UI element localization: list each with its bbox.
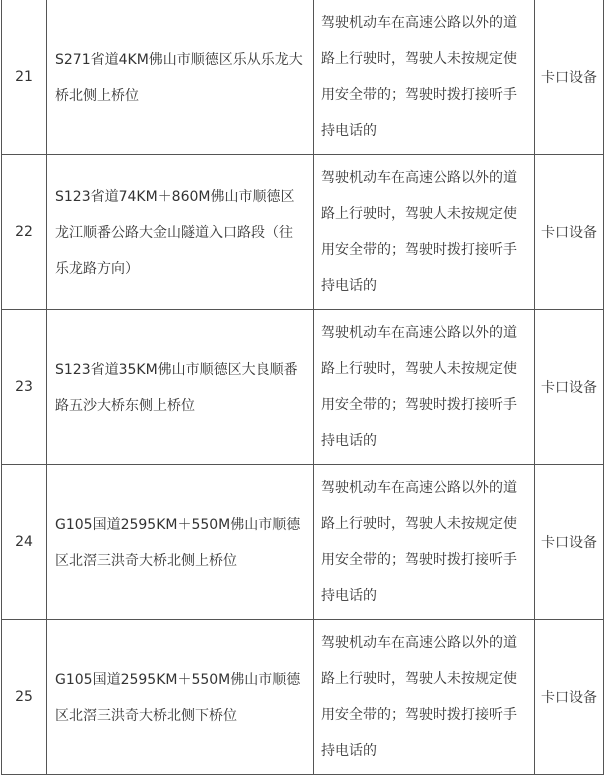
row-index: 25 [2, 620, 47, 775]
location-text: G105国道2595KM＋550M佛山市顺德区北滘三洪奇大桥北侧下桥位 [55, 672, 301, 724]
location-cell [47, 310, 314, 465]
row-index: 24 [2, 465, 47, 620]
device-type: 卡口设备 [535, 0, 604, 155]
row-index: 23 [2, 310, 47, 465]
row-index: 22 [2, 155, 47, 310]
violation-text: 驾驶机动车在高速公路以外的道路上行驶时，驾驶人未按规定使用安全带的；驾驶时拨打接听手持电话的 [321, 635, 517, 759]
violation-cell [314, 0, 535, 155]
location-text: S271省道4KM佛山市顺德区乐从乐龙大桥北侧上桥位 [55, 52, 303, 104]
violation-text: 驾驶机动车在高速公路以外的道路上行驶时，驾驶人未按规定使用安全带的；驾驶时拨打接听手持电话的 [321, 15, 517, 139]
violation-cell [314, 620, 535, 775]
table-row [2, 0, 604, 155]
violation-text: 驾驶机动车在高速公路以外的道路上行驶时，驾驶人未按规定使用安全带的；驾驶时拨打接听手持电话的 [321, 170, 517, 294]
violation-cell [314, 310, 535, 465]
location-cell [47, 465, 314, 620]
device-type: 卡口设备 [535, 465, 604, 620]
device-type: 卡口设备 [535, 310, 604, 465]
violation-text: 驾驶机动车在高速公路以外的道路上行驶时，驾驶人未按规定使用安全带的；驾驶时拨打接听手持电话的 [321, 325, 517, 449]
table-body [2, 0, 604, 775]
location-cell [47, 155, 314, 310]
location-cell [47, 0, 314, 155]
location-cell [47, 620, 314, 775]
enforcement-location-table [1, 0, 604, 775]
table-row [2, 310, 604, 465]
location-text: S123省道35KM佛山市顺德区大良顺番路五沙大桥东侧上桥位 [55, 362, 298, 414]
table-row [2, 155, 604, 310]
violation-text: 驾驶机动车在高速公路以外的道路上行驶时，驾驶人未按规定使用安全带的；驾驶时拨打接听手持电话的 [321, 480, 517, 604]
location-text: S123省道74KM＋860M佛山市顺德区龙江顺番公路大金山隧道入口路段（往乐龙路方向） [55, 189, 295, 277]
table-row [2, 620, 604, 775]
row-index: 21 [2, 0, 47, 155]
violation-cell [314, 155, 535, 310]
device-type: 卡口设备 [535, 155, 604, 310]
device-type: 卡口设备 [535, 620, 604, 775]
violation-cell [314, 465, 535, 620]
table-row [2, 465, 604, 620]
location-text: G105国道2595KM＋550M佛山市顺德区北滘三洪奇大桥北侧上桥位 [55, 517, 301, 569]
